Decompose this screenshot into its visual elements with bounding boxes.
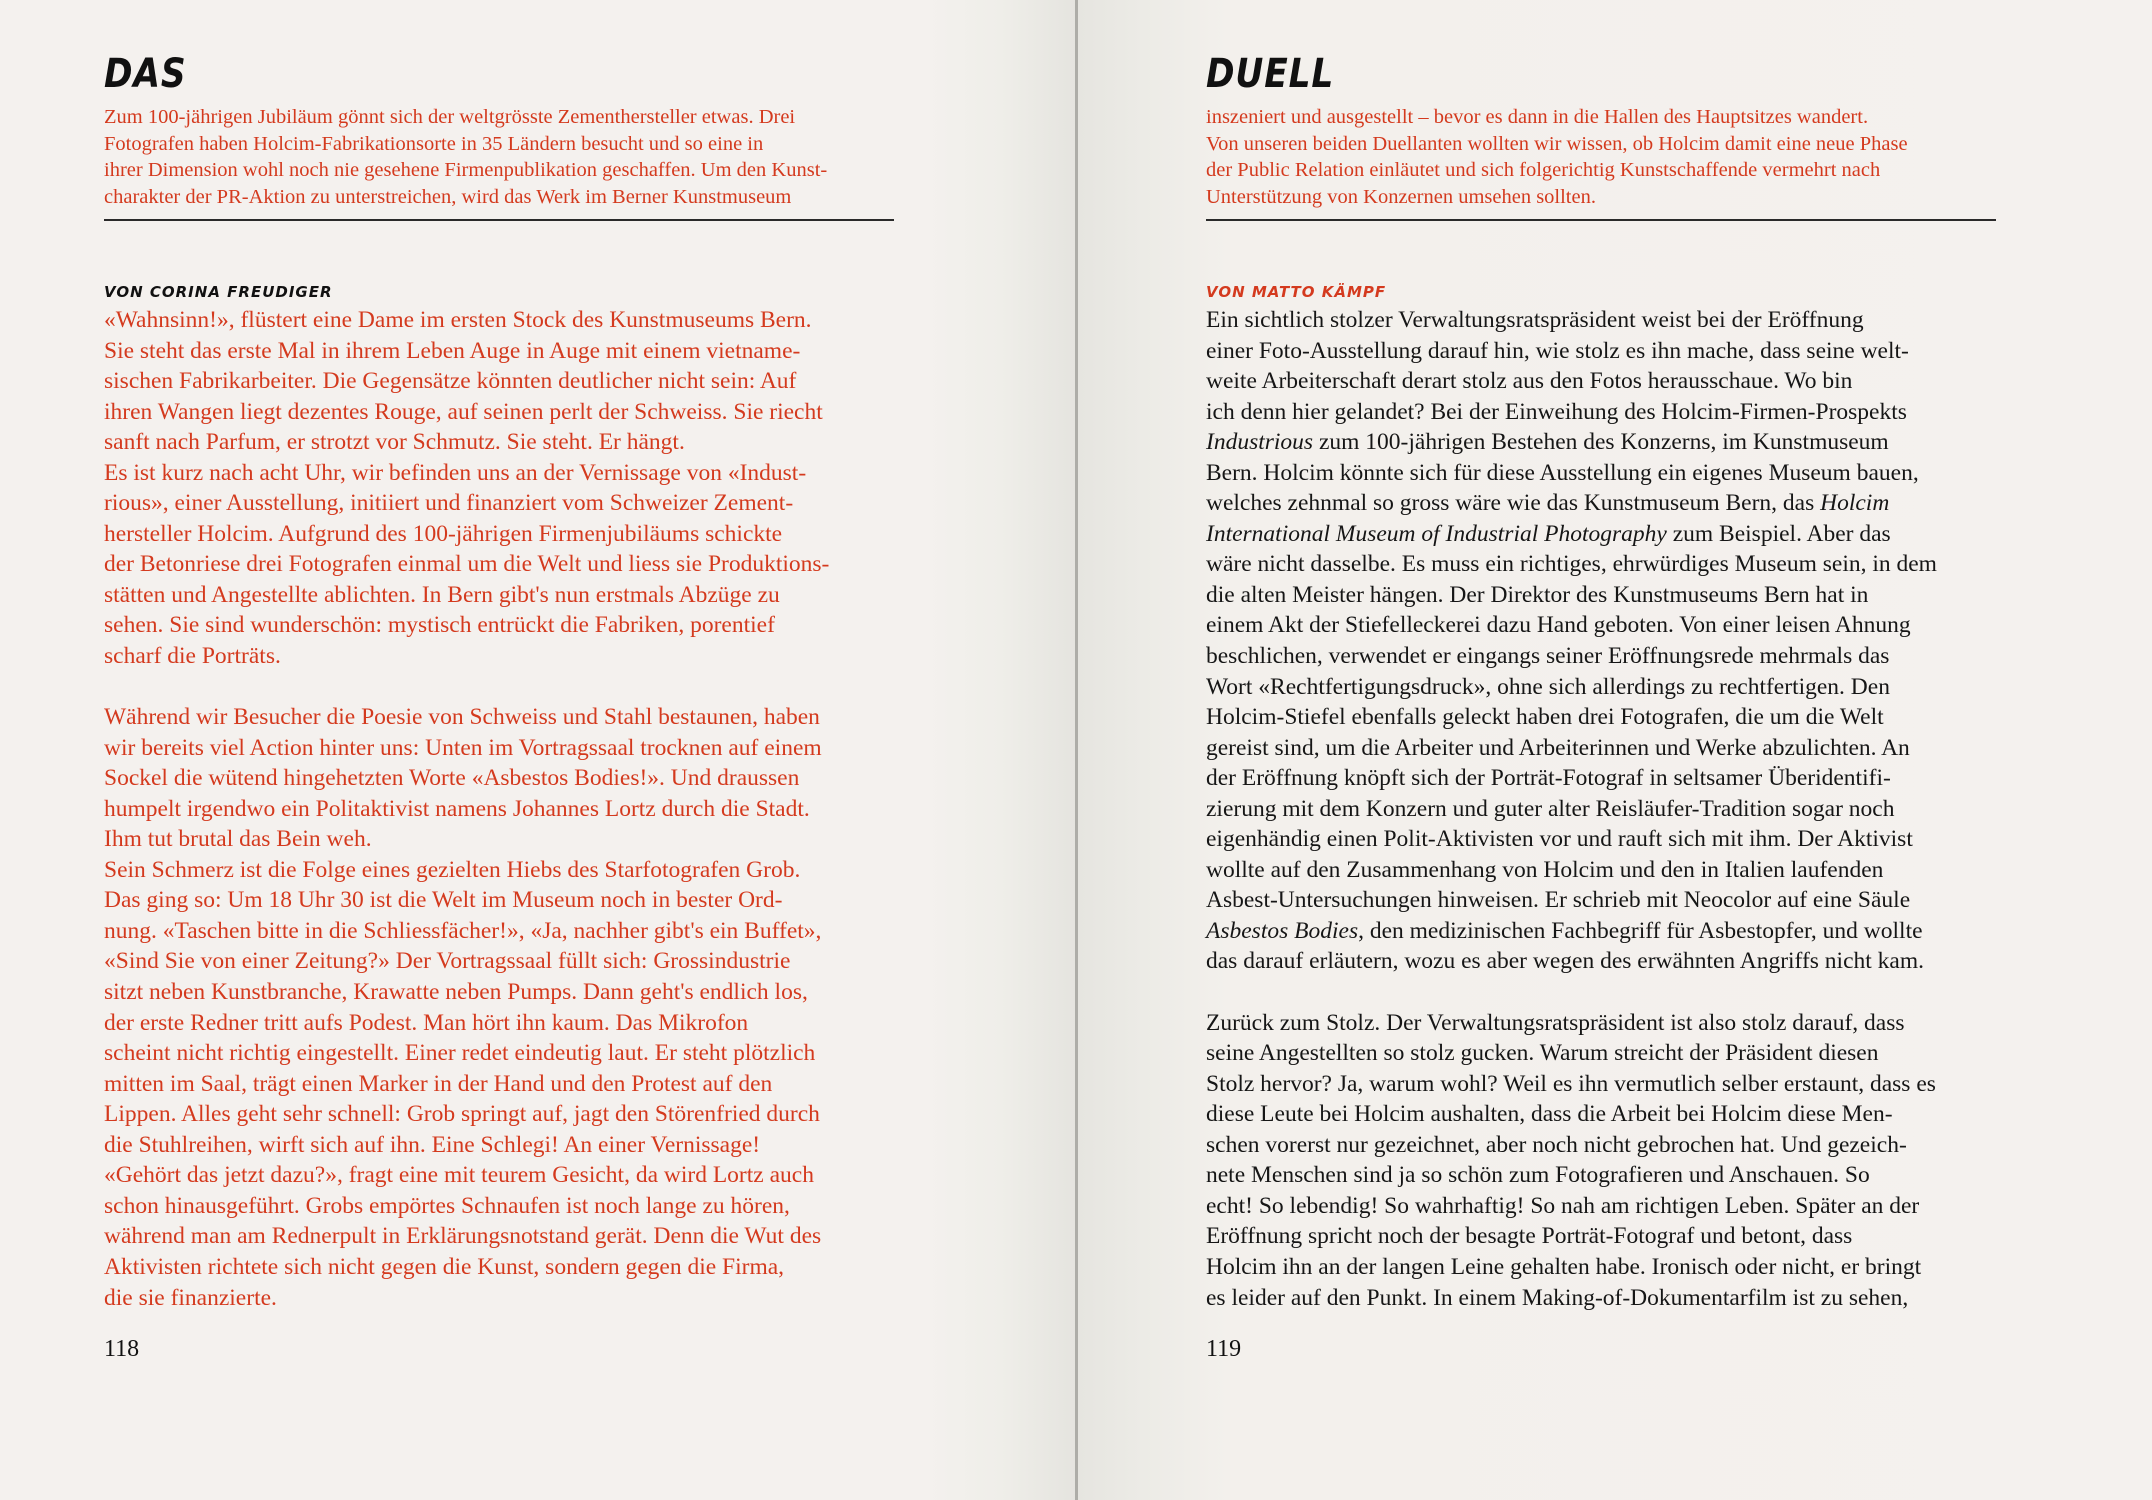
intro-line: Zum 100-jährigen Jubiläum gönnt sich der weltgrösste Zementhersteller etwas. Drei bbox=[104, 106, 796, 128]
body-line bbox=[1206, 1160, 2006, 1191]
body-line bbox=[1206, 916, 2006, 947]
body-line: mitten im Saal, trägt einen Marker in der Hand und den Protest auf den bbox=[104, 1070, 773, 1097]
body-line: während man am Rednerpult in Erklärungsnotstand gerät. Denn die Wut des bbox=[104, 1223, 822, 1250]
body-line bbox=[1206, 1221, 2006, 1252]
body-line: stätten und Angestellte ablichten. In Bern gibt's nun erstmals Abzüge zu bbox=[104, 581, 780, 608]
body-line: schon hinausgeführt. Grobs empörtes Schnaufen ist noch lange zu hören, bbox=[104, 1192, 790, 1219]
byline-left: VON CORINA FREUDIGER bbox=[104, 283, 333, 301]
text-run: wollte auf den Zusammenhang von Holcim und den in Italien laufenden bbox=[1206, 856, 1884, 883]
body-line: «Wahnsinn!», flüstert eine Dame im ersten Stock des Kunstmuseums Bern. bbox=[104, 307, 812, 333]
body-line: Sein Schmerz ist die Folge eines gezielten Hiebs des Starfotografen Grob. bbox=[104, 856, 801, 883]
body-line: sitzt neben Kunstbranche, Krawatte neben Pumps. Dann geht's endlich los, bbox=[104, 979, 808, 1006]
divider-rule-right bbox=[1206, 219, 1996, 221]
body-line: Sockel die wütend hingehetzten Worte «Asbestos Bodies!». Und draussen bbox=[104, 765, 800, 792]
body-line bbox=[1206, 794, 2006, 825]
body-line: die sie finanzierte. bbox=[104, 1284, 277, 1311]
body-line bbox=[1206, 672, 2006, 703]
intro-line: Von unseren beiden Duellanten wollten wir wissen, ob Holcim damit eine neue Phase bbox=[1206, 132, 1908, 155]
body-line bbox=[1206, 641, 2006, 672]
text-run: das darauf erläutern, wozu es aber wegen des erwähnten Angriffs nicht kam. bbox=[1206, 948, 1925, 975]
body-line: der Betonriese drei Fotografen einmal um die Welt und liess sie Produktions- bbox=[104, 551, 830, 578]
text-run: beschlichen, verwendet er eingangs seiner Eröffnungsrede mehrmals das bbox=[1206, 643, 1890, 670]
intro-lead-left bbox=[104, 104, 894, 210]
text-run: gereist sind, um die Arbeiter und Arbeiterinnen und Werke abzulichten. An bbox=[1206, 734, 1910, 761]
text-run: Bern. Holcim könnte sich für diese Ausstellung ein eigenes Museum bauen, bbox=[1206, 459, 1919, 486]
body-line bbox=[1206, 1191, 2006, 1222]
body-line: Lippen. Alles geht sehr schnell: Grob springt auf, jagt den Störenfried durch bbox=[104, 1101, 820, 1128]
text-run: Ein sichtlich stolzer Verwaltungsratspräsident weist bei der Eröffnung bbox=[1206, 307, 1864, 333]
body-line: hersteller Holcim. Aufgrund des 100-jährigen Firmenjubiläums schickte bbox=[104, 520, 783, 547]
text-run: nete Menschen sind ja so schön zum Fotografieren und Anschauen. So bbox=[1206, 1162, 1870, 1189]
body-line: sischen Fabrikarbeiter. Die Gegensätze könnten deutlicher nicht sein: Auf bbox=[104, 368, 797, 395]
intro-line: charakter der PR-Aktion zu unterstreichen, wird das Werk im Berner Kunstmuseum bbox=[104, 185, 792, 208]
italic-title: Industrious bbox=[1206, 429, 1314, 456]
text-run: Eröffnung spricht noch der besagte Porträt-Fotograf und betont, dass bbox=[1206, 1223, 1853, 1250]
body-line: scheint nicht richtig eingestellt. Einer redet eindeutig laut. Er steht plötzlich bbox=[104, 1040, 816, 1067]
text-run: schen vorerst nur gezeichnet, aber noch nicht gebrochen hat. Und gezeich- bbox=[1206, 1131, 1907, 1158]
page-number-left: 118 bbox=[104, 1336, 140, 1362]
text-run: es leider auf den Punkt. In einem Making-of-Dokumentarfilm ist zu sehen, bbox=[1206, 1284, 1909, 1311]
text-run: ich denn hier gelandet? Bei der Einweihung des Holcim-Firmen-Prospekts bbox=[1206, 398, 1907, 425]
text-run: weite Arbeiterschaft derart stolz aus den Fotos herausschaue. Wo bin bbox=[1206, 368, 1853, 395]
body-line: Während wir Besucher die Poesie von Schweiss und Stahl bestaunen, haben bbox=[104, 704, 820, 731]
body-line bbox=[1206, 1099, 2006, 1130]
text-run: einem Akt der Stiefelleckerei dazu Hand geboten. Von einer leisen Ahnung bbox=[1206, 612, 1911, 639]
body-line bbox=[1206, 519, 2006, 550]
text-run: wäre nicht dasselbe. Es muss ein richtiges, ehrwürdiges Museum sein, in dem bbox=[1206, 551, 1937, 578]
body-line bbox=[1206, 305, 2006, 336]
text-run: Holcim-Stiefel ebenfalls geleckt haben drei Fotografen, die um die Welt bbox=[1206, 704, 1884, 731]
body-line: wir bereits viel Action hinter uns: Unten im Vortragssaal trocknen auf einem bbox=[104, 734, 822, 761]
body-line: sehen. Sie sind wunderschön: mystisch entrückt die Fabriken, porentief bbox=[104, 612, 775, 639]
text-run: diese Leute bei Holcim aushalten, dass die Arbeit bei Holcim diese Men- bbox=[1206, 1101, 1893, 1128]
body-line: «Sind Sie von einer Zeitung?» Der Vortragssaal füllt sich: Grossindustrie bbox=[104, 948, 791, 975]
italic-title: International Museum of Industrial Photography bbox=[1206, 520, 1667, 547]
body-line bbox=[1206, 397, 2006, 428]
body-line bbox=[1206, 824, 2006, 855]
text-run: echt! So lebendig! So wahrhaftig! So nah am richtigen Leben. Später an der bbox=[1206, 1192, 1920, 1219]
body-line: «Gehört das jetzt dazu?», fragt eine mit teurem Gesicht, da wird Lortz auch bbox=[104, 1162, 814, 1189]
body-line: Das ging so: Um 18 Uhr 30 ist die Welt im Museum noch in bester Ord- bbox=[104, 887, 783, 914]
text-run: eigenhändig einen Polit-Aktivisten vor und rauft sich mit ihm. Der Aktivist bbox=[1206, 826, 1913, 853]
body-line bbox=[1206, 1252, 2006, 1283]
body-line: humpelt irgendwo ein Politaktivist namens Johannes Lortz durch die Stadt. bbox=[104, 795, 810, 822]
article-body-right bbox=[1206, 305, 2006, 1313]
body-line bbox=[1206, 946, 2006, 977]
body-line bbox=[1206, 885, 2006, 916]
body-line bbox=[1206, 488, 2006, 519]
body-line: scharf die Porträts. bbox=[104, 643, 281, 670]
body-line bbox=[1206, 610, 2006, 641]
body-line bbox=[1206, 1008, 2006, 1039]
body-line bbox=[1206, 1283, 2006, 1314]
intro-line: Unterstützung von Konzernen umsehen sollten. bbox=[1206, 185, 1596, 208]
text-run: seine Angestellten so stolz gucken. Warum streicht der Präsident diesen bbox=[1206, 1040, 1879, 1067]
text-run: einer Foto-Ausstellung darauf hin, wie stolz es ihn mache, dass seine welt- bbox=[1206, 337, 1909, 364]
body-line bbox=[1206, 702, 2006, 733]
body-line: sanft nach Parfum, er strotzt vor Schmutz. Sie steht. Er hängt. bbox=[104, 429, 685, 456]
body-line bbox=[1206, 763, 2006, 794]
body-line: Ihm tut brutal das Bein weh. bbox=[104, 826, 372, 853]
right-page bbox=[1078, 0, 2152, 1500]
article-body-left bbox=[104, 305, 904, 1313]
body-line bbox=[1206, 1038, 2006, 1069]
italic-title: Asbestos Bodies bbox=[1206, 917, 1359, 944]
body-line bbox=[1206, 580, 2006, 611]
page-number-right: 119 bbox=[1206, 1336, 1242, 1362]
text-run: Zurück zum Stolz. Der Verwaltungsratspräsident ist also stolz darauf, dass bbox=[1206, 1009, 1905, 1036]
body-line bbox=[1206, 855, 2006, 886]
body-line bbox=[1206, 336, 2006, 367]
body-line: die Stuhlreihen, wirft sich auf ihn. Eine Schlegi! An einer Vernissage! bbox=[104, 1131, 761, 1158]
byline-right: VON MATTO KÄMPF bbox=[1206, 283, 1387, 301]
body-line: Sie steht das erste Mal in ihrem Leben Auge in Auge mit einem vietname- bbox=[104, 337, 801, 364]
text-run: zierung mit dem Konzern und guter alter Reisläufer-Tradition sogar noch bbox=[1206, 795, 1895, 822]
body-line bbox=[1206, 427, 2006, 458]
divider-rule-left bbox=[104, 219, 894, 221]
text-run: welches zehnmal so gross wäre wie das Kunstmuseum Bern, das bbox=[1206, 490, 1821, 517]
paragraph-gap bbox=[104, 672, 904, 703]
body-line bbox=[1206, 1130, 2006, 1161]
text-run: zum 100-jährigen Bestehen des Konzerns, im Kunstmuseum bbox=[1313, 429, 1889, 456]
intro-lead-right bbox=[1206, 104, 1996, 210]
intro-line: ihrer Dimension wohl noch nie gesehene Firmenpublikation geschaffen. Um den Kunst- bbox=[104, 159, 828, 181]
text-run: Stolz hervor? Ja, warum wohl? Weil es ihn vermutlich selber erstaunt, dass es bbox=[1206, 1070, 1936, 1097]
body-line bbox=[1206, 458, 2006, 489]
intro-line: inszeniert und ausgestellt – bevor es dann in die Hallen des Hauptsitzes wandert. bbox=[1206, 106, 1869, 128]
body-line: Es ist kurz nach acht Uhr, wir befinden uns an der Vernissage von «Indust- bbox=[104, 459, 807, 486]
text-run: der Eröffnung knöpft sich der Porträt-Fotograf in seltsamer Überidentifi- bbox=[1206, 765, 1891, 792]
intro-line: der Public Relation einläutet und sich folgerichtig Kunstschaffende vermehrt nach bbox=[1206, 159, 1881, 181]
body-line bbox=[1206, 549, 2006, 580]
body-line bbox=[1206, 733, 2006, 764]
body-line bbox=[1206, 1069, 2006, 1100]
text-run: Holcim ihn an der langen Leine gehalten habe. Ironisch oder nicht, er bringt bbox=[1206, 1253, 1922, 1280]
headline-right: DUELL bbox=[1206, 51, 1335, 97]
text-run: Asbest-Untersuchungen hinweisen. Er schrieb mit Neocolor auf eine Säule bbox=[1206, 887, 1911, 914]
text-run: Wort «Rechtfertigungsdruck», ohne sich allerdings zu rechtfertigen. Den bbox=[1206, 673, 1890, 700]
body-line: ihren Wangen liegt dezentes Rouge, auf seinen perlt der Schweiss. Sie riecht bbox=[104, 398, 823, 425]
body-line bbox=[1206, 366, 2006, 397]
body-line: rious», einer Ausstellung, initiiert und finanziert vom Schweizer Zement- bbox=[104, 490, 794, 517]
text-run: , den medizinischen Fachbegriff für Asbestopfer, und wollte bbox=[1358, 917, 1923, 944]
text-run: zum Beispiel. Aber das bbox=[1666, 520, 1891, 547]
body-line: der erste Redner tritt aufs Podest. Man hört ihn kaum. Das Mikrofon bbox=[104, 1009, 749, 1036]
text-run: die alten Meister hängen. Der Direktor des Kunstmuseums Bern hat in bbox=[1206, 581, 1869, 608]
intro-line: Fotografen haben Holcim-Fabrikationsorte in 35 Ländern besucht und so eine in bbox=[104, 132, 764, 155]
paragraph-gap bbox=[1206, 977, 2006, 1008]
body-line: Aktivisten richtete sich nicht gegen die Kunst, sondern gegen die Firma, bbox=[104, 1253, 785, 1280]
italic-title: Holcim bbox=[1820, 490, 1890, 517]
body-line: nung. «Taschen bitte in die Schliessfächer!», «Ja, nachher gibt's ein Buffet», bbox=[104, 917, 822, 944]
headline-left: DAS bbox=[104, 51, 187, 97]
